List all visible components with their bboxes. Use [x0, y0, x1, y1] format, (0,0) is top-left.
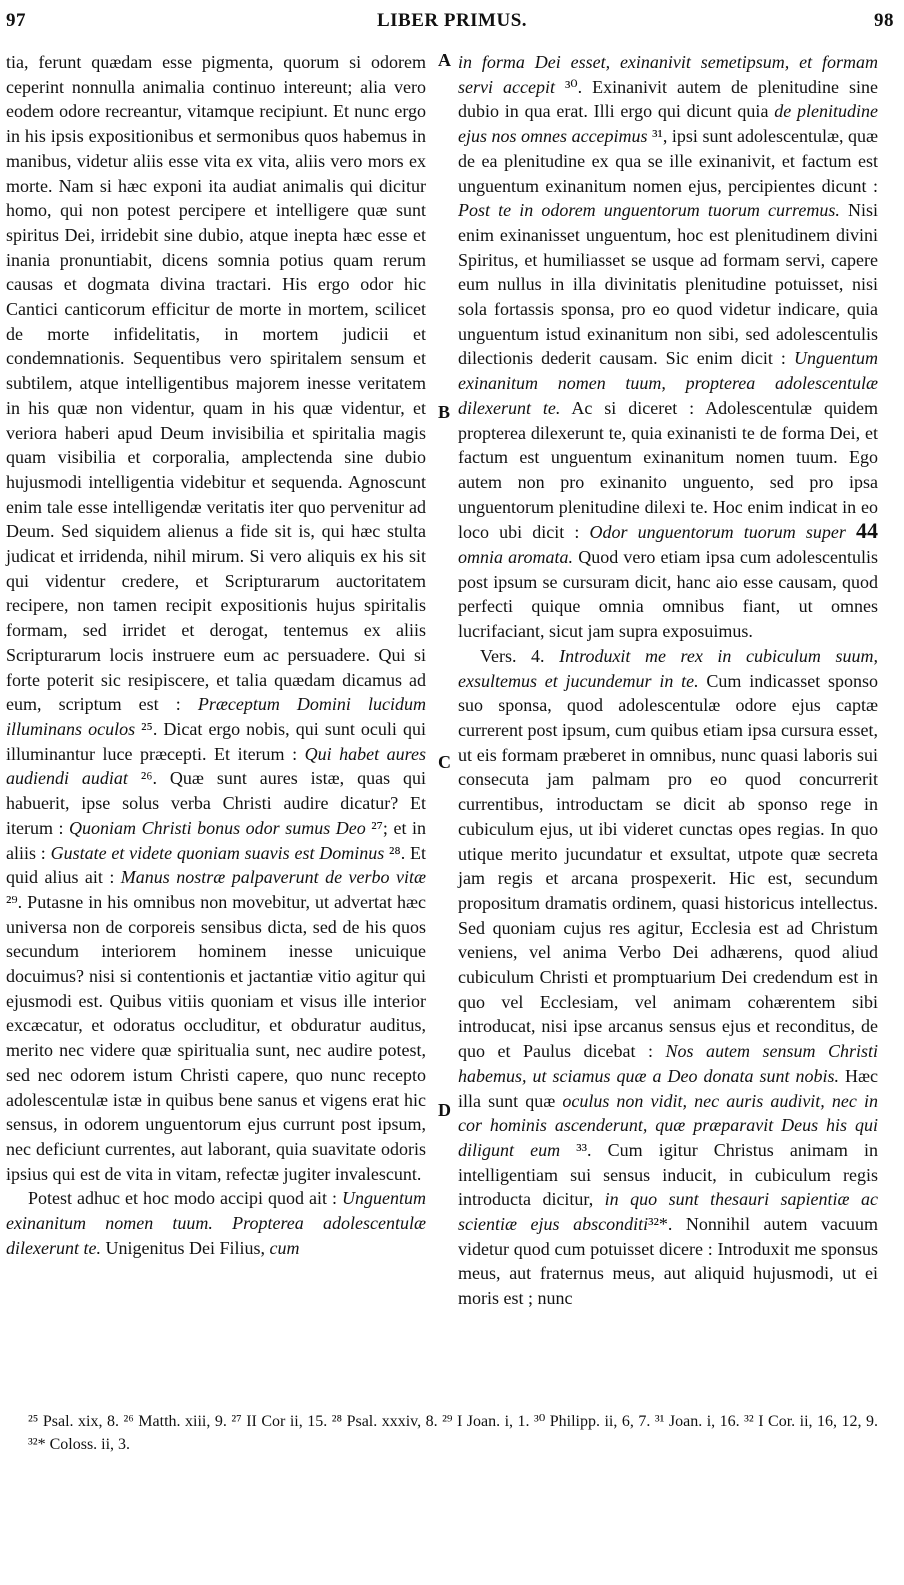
text-run: ²⁶. Quæ sunt aures istæ, quas qui habuerit, ipse solus verba Christi audire dicatur? Et iterum : — [6, 768, 427, 838]
text-run: Unigenitus Dei Filius, — [100, 1237, 270, 1258]
text-run: ²⁵. Dicat ergo nobis, qui sunt oculi qui illuminantur luce præcepti. Et iterum : — [6, 718, 426, 764]
italic-quote: oculus non vidit, nec auris audivit, nec in cor hominis ascenderunt, quæ præparavit Deus his qui diligunt eum — [458, 1090, 878, 1160]
text-run: Quod vero etiam ipsa cum adolescentulis post ipsum se cursuram dicit, hanc aio esse causam, quod perfecti quique omnia omnibus fiant, ut omnes lucrifaciant, sicut jam supra exposuimus. — [458, 547, 878, 642]
margin-marker-d: D — [438, 1100, 451, 1120]
italic-quote: Unguentum exinanitum nomen tuum, propterea adolescentulæ dilexerunt te. — [458, 348, 878, 418]
page-number-left: 97 — [6, 10, 26, 31]
italic-quote: cum — [269, 1237, 300, 1258]
italic-quote: in quo sunt thesauri sapientiæ ac scientiæ ejus absconditi — [458, 1189, 878, 1235]
column-number-44: 44 — [856, 518, 878, 544]
italic-quote: omnia aromata. — [458, 547, 574, 568]
running-title: LIBER PRIMUS. — [376, 10, 528, 31]
right-column — [458, 50, 878, 1311]
italic-quote: Qui habet aures audiendi audiat — [6, 743, 426, 789]
page-number-right: 98 — [874, 10, 894, 31]
italic-quote: Post te in odorem unguentorum tuorum curremus. — [458, 200, 840, 221]
text-run: ²⁹. Putasne in his omnibus non movebitur, ut advertat hæc universa non de corporeis sensibus dicta, sed de his quos secundum interiorem hominem inesse unicuique docuimus? nisi si contentionis et jactantiæ vitio agitur qui ejusmodi est. Quibus vitiis quoniam et visus ille interior excæcatur, et odoratus occluditur, et obduratur auditus, merito nec videre quæ spiritualia sunt, nec audire potest, sed nec odorem istum Christi capere, quo nunc recepto adolescentulæ istæ in quibus bene sanus et vigens erat hic sensus, in odorem unguentorum ejus currunt post ipsum, nec deficiunt currentes, aut laborant, quia suavitate odoris ipsius qui est de vita in vitam, refectæ jugiter invalescunt. — [6, 891, 426, 1184]
text-run: Cum indicasset sponso suo sponsa, quod adolescentulæ odore ejus captæ currerent post ipsum, cum quibus etiam ipsa cursura esset, ut eis formam præberet in omnibus, nunc quasi laboris sui consecuta jam palmam pro eo quod concurrerit currentibus, introductam se dicit ab sponso rege in cubiculum ejus, ut ibi videret cunctas opes regias. In quo utique merito jucundatur et exsultat, utpote quæ secreta jam regis et arcana prospexerit. Hic est, secundum propositum dramatis ordinem, quasi historicus intellectus. Sed quoniam cujus res agitur, Ecclesia est ad Christum veniens, vel anima Verbo Dei adhærens, quod aliud cubiculum Christi et promptuarium Dei credendum est in quo vel Ecclesiam, vel animam cohærentem sibi introducat, nisi ipse arcanus sensus ejus et reconditus, de quo et Paulus dicebat : — [458, 670, 878, 1062]
text-run: ³³. Cum igitur Christus animam in intelligentiam sui sensus inducit, in cubiculum regis introducta dicitur, — [458, 1139, 878, 1210]
text-run: ³²*. Nonnihil autem vacuum videtur quod cum potuisset dicere : Introduxit me sponsus meus, aut fraternus meus, aut aliquid hujusmodi, ut ei moris est ; nunc — [458, 1214, 878, 1309]
text-run: Potest adhuc et hoc modo accipi quod ait : — [28, 1188, 342, 1209]
italic-quote: Manus nostræ palpaverunt de verbo vitæ — [120, 867, 426, 888]
text-run: ²⁸. Et quid alius ait : — [6, 842, 426, 888]
text-run: ³¹, ipsi sunt adolescentulæ, quæ de ea plenitudine ex qua se ille exinanivit, et factum est unguentum exinanitum nomen ejus, percipientes dicunt : — [458, 126, 878, 196]
italic-quote: Unguentum exinanitum nomen tuum. Propterea adolescentulæ dilexerunt te. — [6, 1188, 426, 1258]
left-paragraph-2 — [6, 1186, 426, 1260]
italic-quote: de plenitudine ejus nos omnes accepimus — [458, 101, 878, 147]
text-run: ²⁷; et in aliis : — [6, 817, 426, 863]
italic-quote: Præceptum Domini lucidum illuminans oculos — [6, 694, 426, 739]
text-run: tia, ferunt quædam esse pigmenta, quorum si odorem ceperint nonnulla animalia continuo intereunt; alia vero eodem odore recreantur, vitamque recipiunt. Et nunc ergo in his ipsis expositionibus et sermonibus quos habemus in manibus, videtur aliis esse vita ex vita, aliis vero mors ex morte. Nam si hæc exponi ita audiat animalis qui dicitur homo, qui non potest percipere et intelligere quæ sunt spiritus Dei, irridebit sine dubio, atque inepta hæc esse et inania pronuntiabit, dicens somnia potius quam rerum causas et dogmata divina tractari. His ergo odor hic Cantici canticorum efficitur de morte in mortem, scilicet de morte infidelitatis, in mortem judicii et condemnationis. Sequentibus vero spiritalem sensum et subtilem, atque intelligentibus majorem inesse veritatem in his quæ non videntur, quam in his quæ videntur, et veriora haberi apud Deum invisibilia et spiritalia magis quam visibilia et corporalia, amplectenda sine dubio hujusmodi intelligentia videbitur et sequenda. Agnoscunt enim tale esse intelligendæ veritatis iter quo pervenitur ad Deum. Sed siquidem alienus a fide sit is, qui hæc stulta judicat et irridenda, nihil mirum. Si vero aliquis ex his sit qui videntur credere, et Scripturarum auctoritatem recipere, non tamen recipit expositionis hujus spiritalis formam, sed irridet et derogat, tentemus ex aliis Scripturarum locis instruere eum ac persuadere. Qui si forte poterit sic resipiscere, et talia quædam dicamus ad eum, scriptum est : — [6, 52, 426, 715]
italic-quote: Odor unguentorum tuorum super — [589, 522, 846, 543]
left-paragraph-1 — [6, 50, 426, 1186]
text-run: Nisi enim exinanisset unguentum, hoc est plenitudinem divini Spiritus, et humiliasset se usque ad formam servi, capere eum nullus in illa divinitatis plenitudine potuisset, nisi sola fortassis sponsa, pro eo quod videtur indicare, quia unguentum istud exinanitum non sibi, sed adolescentulis dilectionis dederit causam. Sic enim dicit : — [458, 200, 879, 369]
italic-quote: Nos autem sensum Christi habemus, ut sciamus quæ a Deo donata sunt nobis. — [458, 1041, 878, 1086]
margin-marker-b: B — [438, 402, 451, 422]
right-paragraph-2 — [458, 644, 878, 1311]
margin-marker-a: A — [438, 50, 451, 70]
margin-marker-c: C — [438, 752, 451, 772]
italic-quote: Introduxit me rex in cubiculum suum, exsultemus et jucundemur in te. — [458, 645, 878, 691]
text-run: Ac si diceret : Adolescentulæ quidem propterea dilexerunt te, quia exinanisti te de forma Dei, et factum est unguentum exinanitum nomen tuum. Ego autem non pro exinanito unguento, sed pro ipsa unguentorum plenitudine dilexi te. Hoc enim indicat in eo loco ubi dicit : — [458, 397, 878, 543]
text-run — [846, 522, 856, 542]
text-run: ³⁰. Exinanivit autem de plenitudine sine dubio in qua erat. Illi ergo qui dicunt quia — [458, 76, 878, 122]
text-run: Vers. 4. — [480, 645, 560, 666]
running-header — [0, 10, 904, 40]
italic-quote: Gustate et videte quoniam suavis est Dominus — [50, 842, 385, 863]
right-paragraph-1 — [458, 50, 878, 644]
left-column — [6, 50, 426, 1260]
text-run: Hæc illa sunt quæ — [458, 1065, 878, 1111]
italic-quote: in forma Dei esset, exinanivit semetipsum, et formam servi accepit — [458, 52, 878, 97]
italic-quote: Quoniam Christi bonus odor sumus Deo — [69, 817, 366, 838]
footnotes: ²⁵ Psal. xix, 8. ²⁶ Matth. xiii, 9. ²⁷ II Cor ii, 15. ²⁸ Psal. xxxiv, 8. ²⁹ I Joan. i, 1. ³⁰ Philipp. ii, 6, 7. ³¹ Joan. i, 16. ³² I Cor. ii, 16, 12, 9. ³²* Coloss. ii, 3. — [28, 1413, 878, 1453]
